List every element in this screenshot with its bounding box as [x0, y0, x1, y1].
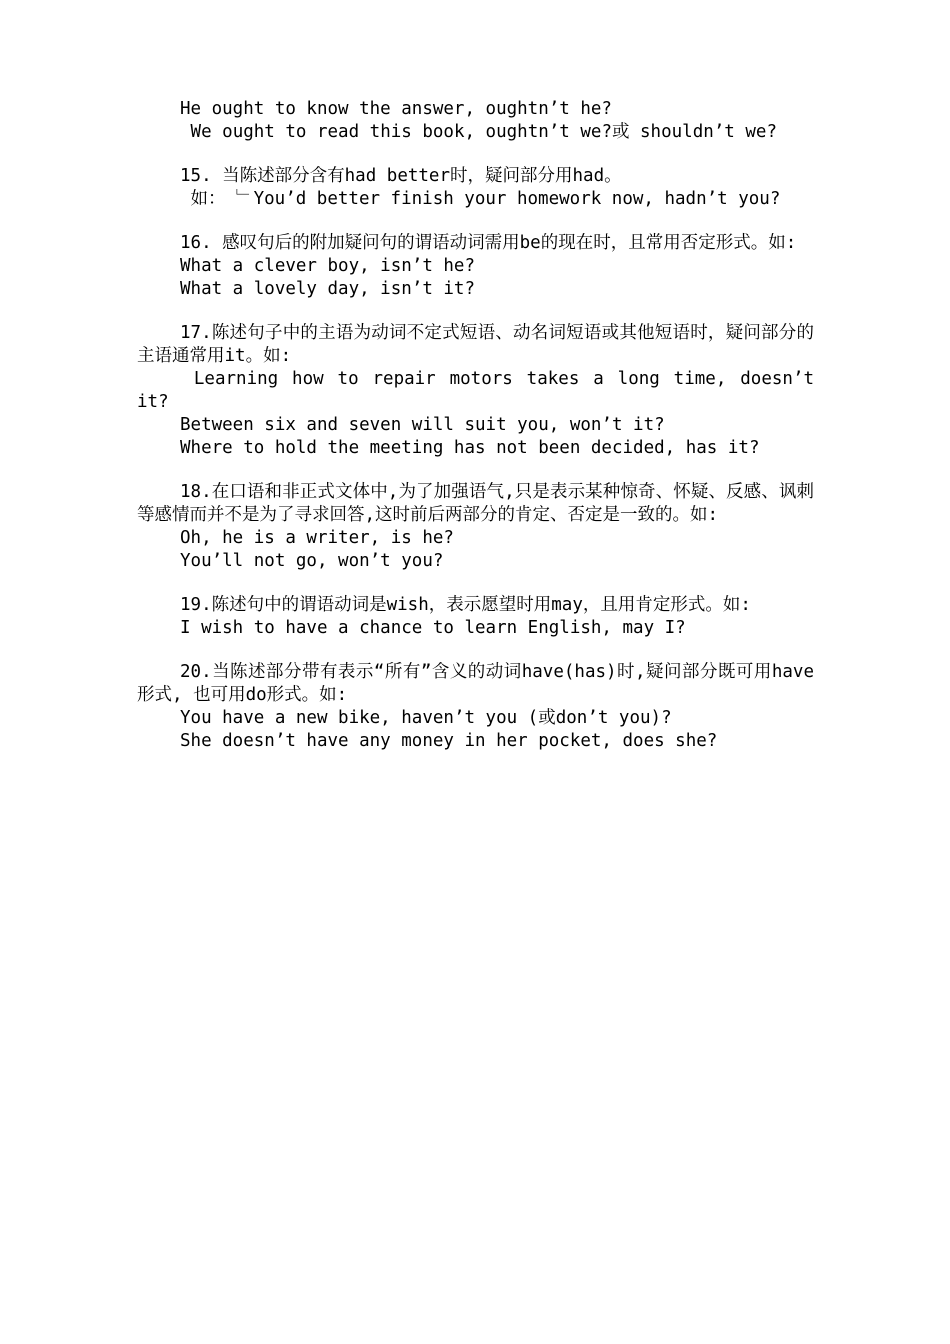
section-continuation [137, 98, 814, 144]
example-sentence: I wish to have a chance to learn English, may I? [180, 618, 686, 638]
section-rule-16 [137, 232, 814, 301]
rule-heading: 16. 感叹句后的附加疑问句的谓语动词需用be的现在时，且常用否定形式。如: [180, 233, 797, 253]
example-sentence: You have a new bike, haven’t you (或don’t you)? [180, 708, 672, 728]
example-sentence: Oh, he is a writer, is he? [180, 528, 454, 548]
example-sentence: We ought to read this book, oughtn’t we?或 shouldn’t we? [180, 122, 777, 142]
rule-heading: 17.陈述句子中的主语为动词不定式短语、动名词短语或其他短语时，疑问部分的主语通常用it。如: [137, 323, 814, 366]
section-rule-18 [137, 481, 814, 573]
example-sentence: Between six and seven will suit you, won’t it? [180, 415, 665, 435]
section-rule-15 [137, 165, 814, 211]
document-body [137, 98, 825, 774]
example-sentence: What a clever boy, isn’t he? [180, 256, 476, 276]
rule-heading: 18.在口语和非正式文体中,为了加强语气,只是表示某种惊奇、怀疑、反感、讽刺等感情而并不是为了寻求回答,这时前后两部分的肯定、否定是一致的。如: [137, 482, 814, 525]
example-sentence: He ought to know the answer, oughtn’t he? [180, 99, 612, 119]
example-sentence: Learning how to repair motors takes a long time, doesn’t it? [137, 369, 825, 412]
example-sentence: She doesn’t have any money in her pocket, does she? [180, 731, 718, 751]
example-sentence: You’ll not go, won’t you? [180, 551, 444, 571]
rule-heading: 20.当陈述部分带有表示“所有”含义的动词have(has)时,疑问部分既可用have形式, 也可用do形式。如: [137, 662, 814, 705]
rule-heading: 15. 当陈述部分含有had better时，疑问部分用had。 [180, 166, 622, 186]
section-rule-17 [137, 322, 825, 460]
example-sentence: 如： ﹂You’d better finish your homework now, hadn’t you? [180, 189, 781, 209]
section-rule-20 [137, 661, 814, 753]
section-rule-19 [137, 594, 814, 640]
example-sentence: Where to hold the meeting has not been decided, has it? [180, 438, 760, 458]
example-sentence: What a lovely day, isn’t it? [180, 279, 476, 299]
rule-heading: 19.陈述句中的谓语动词是wish，表示愿望时用may，且用肯定形式。如: [180, 595, 751, 615]
